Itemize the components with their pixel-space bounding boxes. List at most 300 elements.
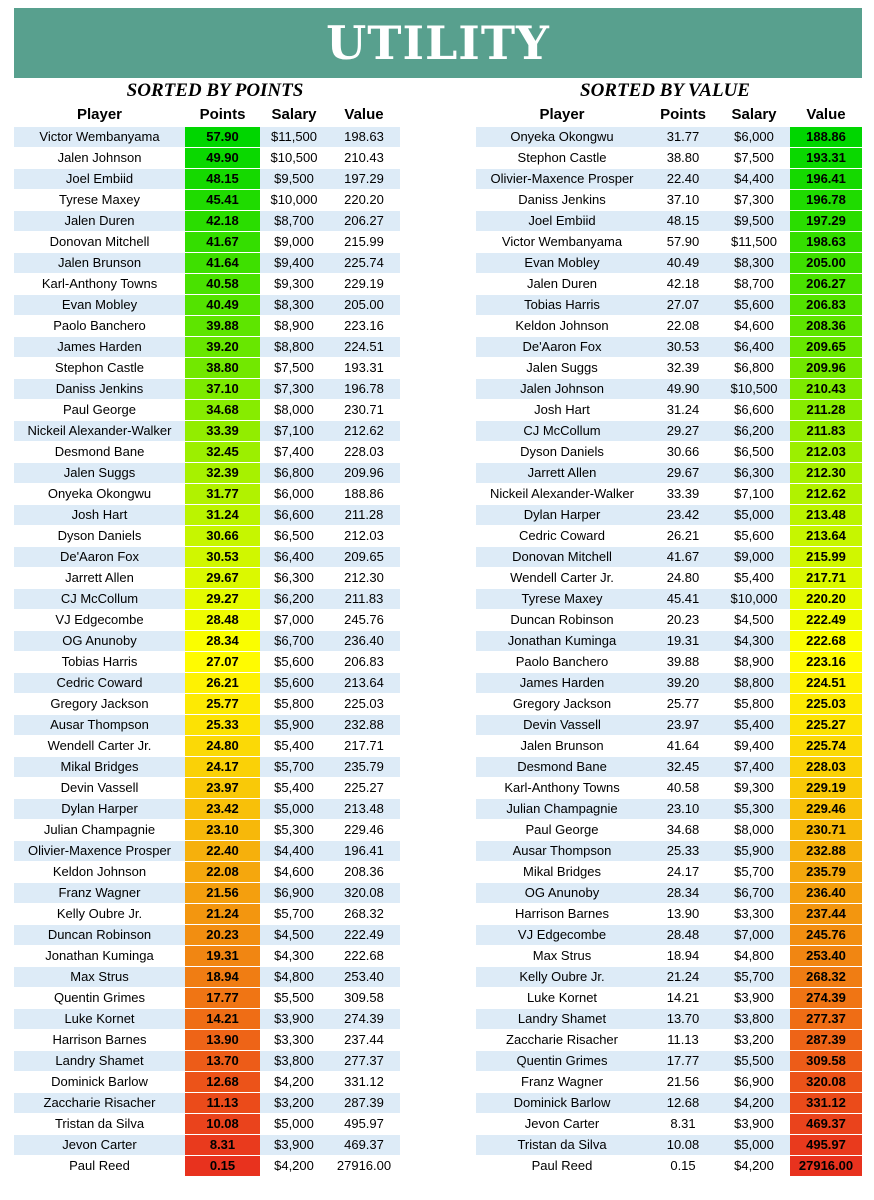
player-cell: Gregory Jackson — [476, 694, 648, 715]
table-row — [14, 253, 400, 274]
table-row — [476, 946, 862, 967]
table-row — [476, 127, 862, 148]
salary-cell: $9,400 — [718, 736, 790, 757]
left-section-title: SORTED BY POINTS — [126, 80, 304, 101]
points-cell: 18.94 — [185, 967, 260, 988]
left-header-value: Value — [344, 106, 384, 123]
player-cell: Daniss Jenkins — [476, 190, 648, 211]
points-cell: 41.64 — [185, 253, 260, 274]
player-cell: Victor Wembanyama — [476, 232, 648, 253]
salary-cell: $5,600 — [260, 652, 328, 673]
salary-cell: $3,300 — [718, 904, 790, 925]
points-cell: 38.80 — [185, 358, 260, 379]
player-cell: Jarrett Allen — [476, 463, 648, 484]
table-row — [476, 694, 862, 715]
salary-cell: $4,400 — [260, 841, 328, 862]
table-row — [476, 568, 862, 589]
table-row — [476, 316, 862, 337]
salary-cell: $5,700 — [718, 967, 790, 988]
table-row — [14, 232, 400, 253]
value-cell: 237.44 — [328, 1030, 400, 1051]
table-row — [14, 505, 400, 526]
salary-cell: $9,300 — [718, 778, 790, 799]
points-cell: 49.90 — [648, 379, 718, 400]
player-cell: Gregory Jackson — [14, 694, 185, 715]
salary-cell: $8,700 — [260, 211, 328, 232]
player-cell: Quentin Grimes — [476, 1051, 648, 1072]
value-cell: 225.03 — [790, 694, 862, 715]
table-row — [476, 589, 862, 610]
table-row — [476, 190, 862, 211]
points-cell: 23.97 — [648, 715, 718, 736]
points-cell: 26.21 — [185, 673, 260, 694]
player-cell: Wendell Carter Jr. — [14, 736, 185, 757]
points-cell: 19.31 — [185, 946, 260, 967]
value-cell: 237.44 — [790, 904, 862, 925]
salary-cell: $5,900 — [718, 841, 790, 862]
value-cell: 225.27 — [790, 715, 862, 736]
table-row — [476, 358, 862, 379]
player-cell: Desmond Bane — [14, 442, 185, 463]
value-cell: 196.78 — [790, 190, 862, 211]
points-cell: 31.24 — [648, 400, 718, 421]
player-cell: Tristan da Silva — [14, 1114, 185, 1135]
salary-cell: $3,300 — [260, 1030, 328, 1051]
salary-cell: $5,500 — [260, 988, 328, 1009]
value-cell: 232.88 — [790, 841, 862, 862]
player-cell: Zaccharie Risacher — [476, 1030, 648, 1051]
salary-cell: $11,500 — [718, 232, 790, 253]
salary-cell: $4,600 — [718, 316, 790, 337]
value-cell: 469.37 — [790, 1114, 862, 1135]
points-cell: 12.68 — [185, 1072, 260, 1093]
table-row — [14, 379, 400, 400]
points-cell: 30.66 — [648, 442, 718, 463]
points-cell: 22.08 — [185, 862, 260, 883]
value-cell: 236.40 — [328, 631, 400, 652]
value-cell: 211.28 — [790, 400, 862, 421]
player-cell: Luke Kornet — [14, 1009, 185, 1030]
table-row — [476, 547, 862, 568]
table-row — [14, 148, 400, 169]
table-row — [14, 631, 400, 652]
points-cell: 41.67 — [185, 232, 260, 253]
points-cell: 30.53 — [648, 337, 718, 358]
player-cell: Desmond Bane — [476, 757, 648, 778]
salary-cell: $7,000 — [718, 925, 790, 946]
player-cell: Dominick Barlow — [14, 1072, 185, 1093]
salary-cell: $4,500 — [260, 925, 328, 946]
value-cell: 213.48 — [790, 505, 862, 526]
points-cell: 42.18 — [648, 274, 718, 295]
player-cell: Quentin Grimes — [14, 988, 185, 1009]
player-cell: Josh Hart — [476, 400, 648, 421]
table-row — [476, 757, 862, 778]
player-cell: Jalen Johnson — [476, 379, 648, 400]
value-cell: 27916.00 — [790, 1156, 862, 1177]
table-row — [14, 694, 400, 715]
player-cell: Kelly Oubre Jr. — [476, 967, 648, 988]
points-cell: 30.66 — [185, 526, 260, 547]
table-row — [476, 379, 862, 400]
salary-cell: $3,900 — [718, 1114, 790, 1135]
table-row — [14, 946, 400, 967]
player-cell: Jalen Brunson — [476, 736, 648, 757]
points-cell: 30.53 — [185, 547, 260, 568]
player-cell: Tobias Harris — [476, 295, 648, 316]
player-cell: Duncan Robinson — [14, 925, 185, 946]
salary-cell: $7,100 — [718, 484, 790, 505]
table-row — [476, 442, 862, 463]
value-cell: 211.83 — [328, 589, 400, 610]
table-row — [476, 925, 862, 946]
value-cell: 196.41 — [328, 841, 400, 862]
value-cell: 222.49 — [790, 610, 862, 631]
points-cell: 20.23 — [648, 610, 718, 631]
table-row — [14, 715, 400, 736]
value-cell: 197.29 — [790, 211, 862, 232]
points-cell: 23.42 — [648, 505, 718, 526]
value-cell: 197.29 — [328, 169, 400, 190]
table-row — [476, 841, 862, 862]
points-cell: 13.90 — [185, 1030, 260, 1051]
salary-cell: $7,500 — [260, 358, 328, 379]
table-row — [14, 337, 400, 358]
player-cell: Jalen Duren — [476, 274, 648, 295]
salary-cell: $5,400 — [718, 715, 790, 736]
right-header-player: Player — [539, 106, 585, 123]
points-cell: 28.34 — [185, 631, 260, 652]
points-cell: 18.94 — [648, 946, 718, 967]
table-row — [476, 253, 862, 274]
salary-cell: $10,000 — [260, 190, 328, 211]
salary-cell: $5,300 — [718, 799, 790, 820]
salary-cell: $5,600 — [718, 295, 790, 316]
salary-cell: $5,600 — [260, 673, 328, 694]
player-cell: Josh Hart — [14, 505, 185, 526]
points-cell: 25.33 — [648, 841, 718, 862]
value-cell: 223.16 — [328, 316, 400, 337]
salary-cell: $8,900 — [260, 316, 328, 337]
value-cell: 235.79 — [790, 862, 862, 883]
table-row — [476, 1093, 862, 1114]
value-cell: 225.74 — [328, 253, 400, 274]
table-row — [476, 652, 862, 673]
salary-cell: $6,500 — [718, 442, 790, 463]
salary-cell: $3,900 — [718, 988, 790, 1009]
right-header-salary: Salary — [731, 106, 777, 123]
player-cell: Karl-Anthony Towns — [14, 274, 185, 295]
table-row — [14, 1030, 400, 1051]
value-cell: 229.46 — [328, 820, 400, 841]
player-cell: Franz Wagner — [476, 1072, 648, 1093]
points-cell: 27.07 — [185, 652, 260, 673]
points-cell: 25.77 — [648, 694, 718, 715]
value-cell: 188.86 — [328, 484, 400, 505]
value-cell: 495.97 — [328, 1114, 400, 1135]
table-row — [14, 925, 400, 946]
value-cell: 198.63 — [790, 232, 862, 253]
table-row — [14, 589, 400, 610]
points-cell: 13.70 — [648, 1009, 718, 1030]
salary-cell: $8,000 — [718, 820, 790, 841]
points-cell: 24.80 — [648, 568, 718, 589]
salary-cell: $6,600 — [718, 400, 790, 421]
points-cell: 21.56 — [648, 1072, 718, 1093]
points-cell: 28.34 — [648, 883, 718, 904]
points-cell: 0.15 — [185, 1156, 260, 1177]
salary-cell: $7,000 — [260, 610, 328, 631]
salary-cell: $9,400 — [260, 253, 328, 274]
table-row — [476, 232, 862, 253]
points-cell: 40.49 — [185, 295, 260, 316]
points-cell: 31.24 — [185, 505, 260, 526]
value-cell: 217.71 — [790, 568, 862, 589]
player-cell: James Harden — [476, 673, 648, 694]
points-cell: 32.39 — [185, 463, 260, 484]
table-row — [14, 295, 400, 316]
points-cell: 41.67 — [648, 547, 718, 568]
player-cell: James Harden — [14, 337, 185, 358]
player-cell: Jevon Carter — [476, 1114, 648, 1135]
salary-cell: $3,200 — [718, 1030, 790, 1051]
salary-cell: $5,300 — [260, 820, 328, 841]
points-cell: 23.97 — [185, 778, 260, 799]
salary-cell: $5,800 — [260, 694, 328, 715]
points-cell: 39.88 — [185, 316, 260, 337]
points-cell: 48.15 — [185, 169, 260, 190]
player-cell: Mikal Bridges — [14, 757, 185, 778]
table-row — [14, 652, 400, 673]
player-cell: Dylan Harper — [14, 799, 185, 820]
table-row — [14, 757, 400, 778]
value-cell: 212.30 — [790, 463, 862, 484]
value-cell: 287.39 — [790, 1030, 862, 1051]
salary-cell: $5,600 — [718, 526, 790, 547]
points-cell: 45.41 — [185, 190, 260, 211]
salary-cell: $5,700 — [260, 904, 328, 925]
salary-cell: $7,400 — [260, 442, 328, 463]
points-cell: 13.70 — [185, 1051, 260, 1072]
points-cell: 22.40 — [185, 841, 260, 862]
salary-cell: $3,200 — [260, 1093, 328, 1114]
value-cell: 469.37 — [328, 1135, 400, 1156]
value-cell: 228.03 — [328, 442, 400, 463]
left-header-player: Player — [76, 106, 123, 123]
table-row — [476, 1009, 862, 1030]
table-row — [476, 862, 862, 883]
table-row — [14, 421, 400, 442]
player-cell: Donovan Mitchell — [14, 232, 185, 253]
value-cell: 212.03 — [328, 526, 400, 547]
salary-cell: $6,400 — [260, 547, 328, 568]
player-cell: Julian Champagnie — [14, 820, 185, 841]
salary-cell: $5,700 — [260, 757, 328, 778]
points-cell: 10.08 — [648, 1135, 718, 1156]
points-cell: 10.08 — [185, 1114, 260, 1135]
value-cell: 210.43 — [790, 379, 862, 400]
player-cell: Karl-Anthony Towns — [476, 778, 648, 799]
player-cell: Evan Mobley — [14, 295, 185, 316]
value-cell: 210.43 — [328, 148, 400, 169]
points-cell: 37.10 — [185, 379, 260, 400]
player-cell: Luke Kornet — [476, 988, 648, 1009]
value-cell: 208.36 — [328, 862, 400, 883]
table-row — [14, 316, 400, 337]
salary-cell: $5,000 — [260, 799, 328, 820]
table-row — [14, 610, 400, 631]
salary-cell: $6,900 — [260, 883, 328, 904]
player-cell: CJ McCollum — [14, 589, 185, 610]
value-cell: 223.16 — [790, 652, 862, 673]
player-cell: Dominick Barlow — [476, 1093, 648, 1114]
value-cell: 245.76 — [328, 610, 400, 631]
value-cell: 268.32 — [328, 904, 400, 925]
points-cell: 32.39 — [648, 358, 718, 379]
table-row — [14, 1072, 400, 1093]
salary-cell: $7,400 — [718, 757, 790, 778]
right-section-title: SORTED BY VALUE — [580, 80, 750, 101]
player-cell: Duncan Robinson — [476, 610, 648, 631]
table-row — [476, 631, 862, 652]
points-cell: 57.90 — [648, 232, 718, 253]
points-cell: 25.77 — [185, 694, 260, 715]
table-row — [476, 505, 862, 526]
salary-cell: $8,000 — [260, 400, 328, 421]
value-cell: 196.41 — [790, 169, 862, 190]
salary-cell: $4,300 — [260, 946, 328, 967]
player-cell: Keldon Johnson — [476, 316, 648, 337]
value-cell: 495.97 — [790, 1135, 862, 1156]
player-cell: Olivier-Maxence Prosper — [14, 841, 185, 862]
points-cell: 57.90 — [185, 127, 260, 148]
table-row — [476, 673, 862, 694]
table-row — [14, 127, 400, 148]
salary-cell: $7,300 — [260, 379, 328, 400]
table-row — [476, 610, 862, 631]
player-cell: Harrison Barnes — [476, 904, 648, 925]
salary-cell: $9,500 — [718, 211, 790, 232]
salary-cell: $4,600 — [260, 862, 328, 883]
table-row — [14, 904, 400, 925]
value-cell: 212.62 — [790, 484, 862, 505]
table-row — [14, 526, 400, 547]
player-cell: De'Aaron Fox — [476, 337, 648, 358]
player-cell: Cedric Coward — [476, 526, 648, 547]
player-cell: Mikal Bridges — [476, 862, 648, 883]
value-cell: 206.27 — [328, 211, 400, 232]
points-cell: 29.27 — [185, 589, 260, 610]
value-cell: 331.12 — [790, 1093, 862, 1114]
player-cell: Donovan Mitchell — [476, 547, 648, 568]
table-row — [14, 988, 400, 1009]
value-cell: 215.99 — [790, 547, 862, 568]
value-cell: 268.32 — [790, 967, 862, 988]
value-cell: 196.78 — [328, 379, 400, 400]
salary-cell: $6,300 — [260, 568, 328, 589]
player-cell: Jalen Suggs — [476, 358, 648, 379]
points-cell: 12.68 — [648, 1093, 718, 1114]
value-cell: 225.74 — [790, 736, 862, 757]
player-cell: Joel Embiid — [14, 169, 185, 190]
value-table — [476, 127, 862, 1177]
player-cell: Onyeka Okongwu — [14, 484, 185, 505]
table-row — [14, 862, 400, 883]
salary-cell: $6,800 — [718, 358, 790, 379]
points-cell: 19.31 — [648, 631, 718, 652]
value-cell: 229.19 — [328, 274, 400, 295]
table-row — [14, 1156, 400, 1177]
value-cell: 27916.00 — [328, 1156, 400, 1177]
table-row — [14, 400, 400, 421]
points-cell: 21.24 — [648, 967, 718, 988]
table-row — [14, 169, 400, 190]
player-cell: Jalen Duren — [14, 211, 185, 232]
player-cell: Paul Reed — [14, 1156, 185, 1177]
value-cell: 222.49 — [328, 925, 400, 946]
points-cell: 34.68 — [648, 820, 718, 841]
value-cell: 193.31 — [328, 358, 400, 379]
table-row — [14, 1114, 400, 1135]
points-cell: 23.10 — [185, 820, 260, 841]
table-row — [14, 1093, 400, 1114]
salary-cell: $5,400 — [260, 736, 328, 757]
player-cell: Zaccharie Risacher — [14, 1093, 185, 1114]
salary-cell: $5,000 — [260, 1114, 328, 1135]
player-cell: Wendell Carter Jr. — [476, 568, 648, 589]
table-row — [14, 211, 400, 232]
points-cell: 29.67 — [648, 463, 718, 484]
player-cell: Onyeka Okongwu — [476, 127, 648, 148]
value-cell: 205.00 — [790, 253, 862, 274]
salary-cell: $4,400 — [718, 169, 790, 190]
points-cell: 39.88 — [648, 652, 718, 673]
player-cell: Evan Mobley — [476, 253, 648, 274]
player-cell: Paolo Banchero — [476, 652, 648, 673]
salary-cell: $6,000 — [260, 484, 328, 505]
points-cell: 40.49 — [648, 253, 718, 274]
player-cell: Nickeil Alexander-Walker — [14, 421, 185, 442]
value-cell: 206.27 — [790, 274, 862, 295]
value-cell: 320.08 — [790, 1072, 862, 1093]
salary-cell: $7,300 — [718, 190, 790, 211]
salary-cell: $4,300 — [718, 631, 790, 652]
table-row — [476, 421, 862, 442]
salary-cell: $3,800 — [718, 1009, 790, 1030]
player-cell: Dyson Daniels — [14, 526, 185, 547]
table-row — [476, 211, 862, 232]
player-cell: Tristan da Silva — [476, 1135, 648, 1156]
table-row — [476, 883, 862, 904]
table-row — [14, 799, 400, 820]
player-cell: Jonathan Kuminga — [476, 631, 648, 652]
value-cell: 253.40 — [790, 946, 862, 967]
value-cell: 220.20 — [790, 589, 862, 610]
points-cell: 34.68 — [185, 400, 260, 421]
points-cell: 39.20 — [648, 673, 718, 694]
player-cell: Kelly Oubre Jr. — [14, 904, 185, 925]
player-cell: Devin Vassell — [14, 778, 185, 799]
player-cell: Tyrese Maxey — [14, 190, 185, 211]
player-cell: Paul George — [476, 820, 648, 841]
salary-cell: $6,600 — [260, 505, 328, 526]
salary-cell: $4,200 — [718, 1156, 790, 1177]
player-cell: Jalen Brunson — [14, 253, 185, 274]
salary-cell: $5,400 — [260, 778, 328, 799]
salary-cell: $7,500 — [718, 148, 790, 169]
points-cell: 25.33 — [185, 715, 260, 736]
player-cell: Paul Reed — [476, 1156, 648, 1177]
